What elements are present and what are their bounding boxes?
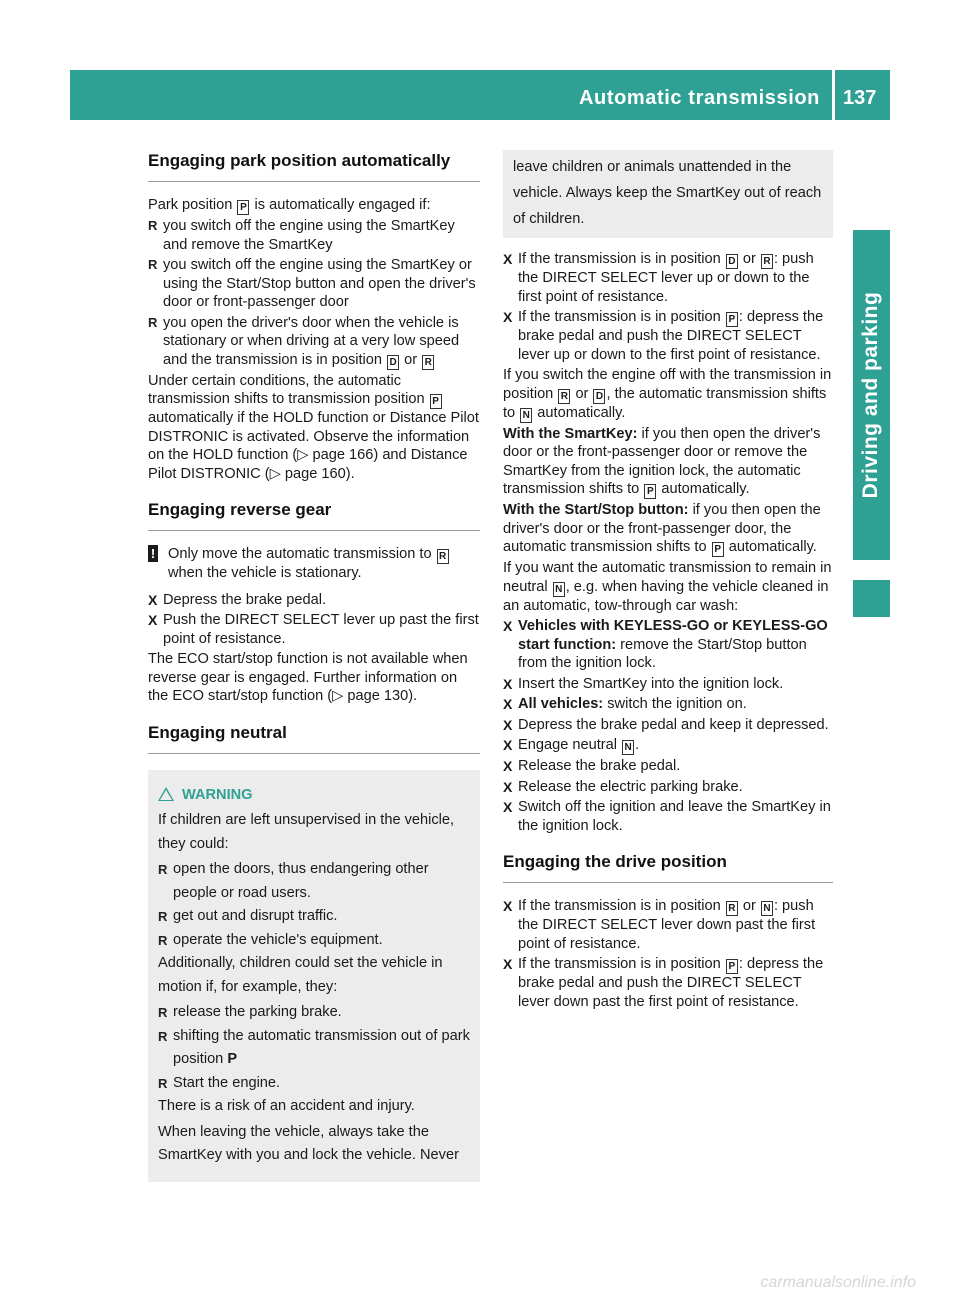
list-item: R shifting the automatic transmission out of park position P [158, 1025, 470, 1072]
paragraph: If children are left unsupervised in the vehicle, they could: [158, 812, 455, 852]
warning-triangle-icon [158, 787, 174, 801]
left-column [148, 150, 480, 1182]
paragraph: The ECO start/stop function is not available when reverse gear is engaged. Further information on the ECO start/stop function (▷ page 130). [148, 651, 468, 704]
gear-symbol: D [726, 254, 738, 269]
list-item: R open the doors, thus endangering other people or road users. [158, 858, 470, 905]
list-item: R you switch off the engine using the SmartKey and remove the SmartKey [148, 217, 480, 254]
step-item: X All vehicles: switch the ignition on. [503, 695, 833, 714]
page-number: 137 [843, 87, 877, 109]
gear-symbol: N [622, 740, 634, 755]
gear-symbol: R [726, 901, 738, 916]
paragraph: When leaving the vehicle, always take the SmartKey with you and lock the vehicle. Never [158, 1123, 459, 1163]
gear-symbol: R [761, 254, 773, 269]
exclamation-icon: ! [148, 545, 158, 562]
side-tab-label: Driving and parking [858, 291, 882, 499]
header-divider [832, 70, 835, 120]
step-item: X Release the electric parking brake. [503, 778, 833, 797]
step-item: X Insert the SmartKey into the ignition lock. [503, 675, 833, 694]
step-item: X Switch off the ignition and leave the SmartKey in the ignition lock. [503, 798, 833, 835]
paragraph: Under certain conditions, the automatic transmission shifts to transmission position P automatically if the HOLD function or Distance Pilot DISTRONIC is activated. Observe the information on the HOLD function (▷ page 166) and Distance Pilot DISTRONIC (▷ page 160). [148, 372, 479, 482]
warning-box [148, 770, 480, 1182]
gear-symbol: N [553, 582, 565, 597]
watermark: carmanualsonline.info [760, 1274, 916, 1291]
note: ! Only move the automatic transmission to R when the vehicle is stationary. [148, 545, 480, 583]
paragraph: Park position P is automatically engaged if: [148, 197, 431, 213]
gear-symbol: R [437, 549, 449, 564]
gear-symbol: P [726, 312, 738, 327]
gear-symbol: D [593, 389, 605, 404]
list-item: R get out and disrupt traffic. [158, 905, 470, 929]
step-item: X Depress the brake pedal and keep it depressed. [503, 716, 833, 735]
step-item: X If the transmission is in position D or R : push the DIRECT SELECT lever up or down to the first point of resistance. [503, 250, 833, 306]
paragraph: If you want the automatic transmission to remain in neutral N , e.g. when having the vehicle cleaned in an automatic, tow-through car wash: [503, 560, 832, 614]
section-title-reverse: Engaging reverse gear [148, 499, 480, 531]
paragraph: If you switch the engine off with the transmission in position R or D , the automatic transmission shifts to N automatically. [503, 367, 832, 421]
warning-heading: WARNING [158, 784, 470, 808]
step-item: X Engage neutral N . [503, 736, 833, 755]
section-title-drive: Engaging the drive position [503, 851, 833, 883]
list-item: R you open the driver's door when the vehicle is stationary or when driving at a very low speed and the transmission is in position D or R [148, 314, 480, 370]
gear-symbol: R [422, 355, 434, 370]
gear-symbol: P [712, 542, 724, 557]
section-title-neutral: Engaging neutral [148, 722, 480, 754]
paragraph: There is a risk of an accident and injury. [158, 1098, 415, 1114]
step-item: X Depress the brake pedal. [148, 591, 480, 610]
gear-symbol: P [644, 484, 656, 499]
step-item: X Vehicles with KEYLESS-GO or KEYLESS-GO start function: remove the Start/Stop button from the ignition lock. [503, 617, 833, 673]
step-item: X Push the DIRECT SELECT lever up past the first point of resistance. [148, 611, 480, 648]
gear-symbol: N [520, 408, 532, 423]
gear-symbol: P [237, 200, 249, 215]
section-title-park: Engaging park position automatically [148, 150, 480, 182]
list-item: R you switch off the engine using the SmartKey or using the Start/Stop button and open the driver's door or front-passenger door [148, 256, 480, 312]
right-column [503, 150, 833, 1013]
gear-symbol: D [387, 355, 399, 370]
step-item: X Release the brake pedal. [503, 757, 833, 776]
warning-box-continued: leave children or animals unattended in the vehicle. Always keep the SmartKey out of reach of children. [503, 150, 833, 238]
gear-symbol: R [558, 389, 570, 404]
side-marker [853, 580, 890, 617]
page-header-title: Automatic transmission [578, 87, 820, 109]
gear-symbol: P [726, 959, 738, 974]
paragraph: With the Start/Stop button: if you then open the driver's door or the front-passenger door, the automatic transmission shifts to P automatically. [503, 502, 821, 555]
paragraph: With the SmartKey: if you then open the driver's door or the front-passenger door or remove the SmartKey from the ignition lock, the automatic transmission shifts to P automatically. [503, 425, 821, 497]
gear-symbol: P [430, 394, 442, 409]
step-item: X If the transmission is in position P : depress the brake pedal and push the DIRECT SELECT lever down past the first point of resistance. [503, 955, 833, 1011]
list-item: R release the parking brake. [158, 1001, 470, 1025]
step-item: X If the transmission is in position P : depress the brake pedal and push the DIRECT SELECT lever up or down to the first point of resistance. [503, 308, 833, 364]
list-item: R Start the engine. [158, 1072, 470, 1096]
paragraph: Additionally, children could set the vehicle in motion if, for example, they: [158, 955, 443, 995]
gear-symbol: N [761, 901, 773, 916]
list-item: R operate the vehicle's equipment. [158, 929, 470, 953]
step-item: X If the transmission is in position R or N : push the DIRECT SELECT lever down past the first point of resistance. [503, 897, 833, 953]
